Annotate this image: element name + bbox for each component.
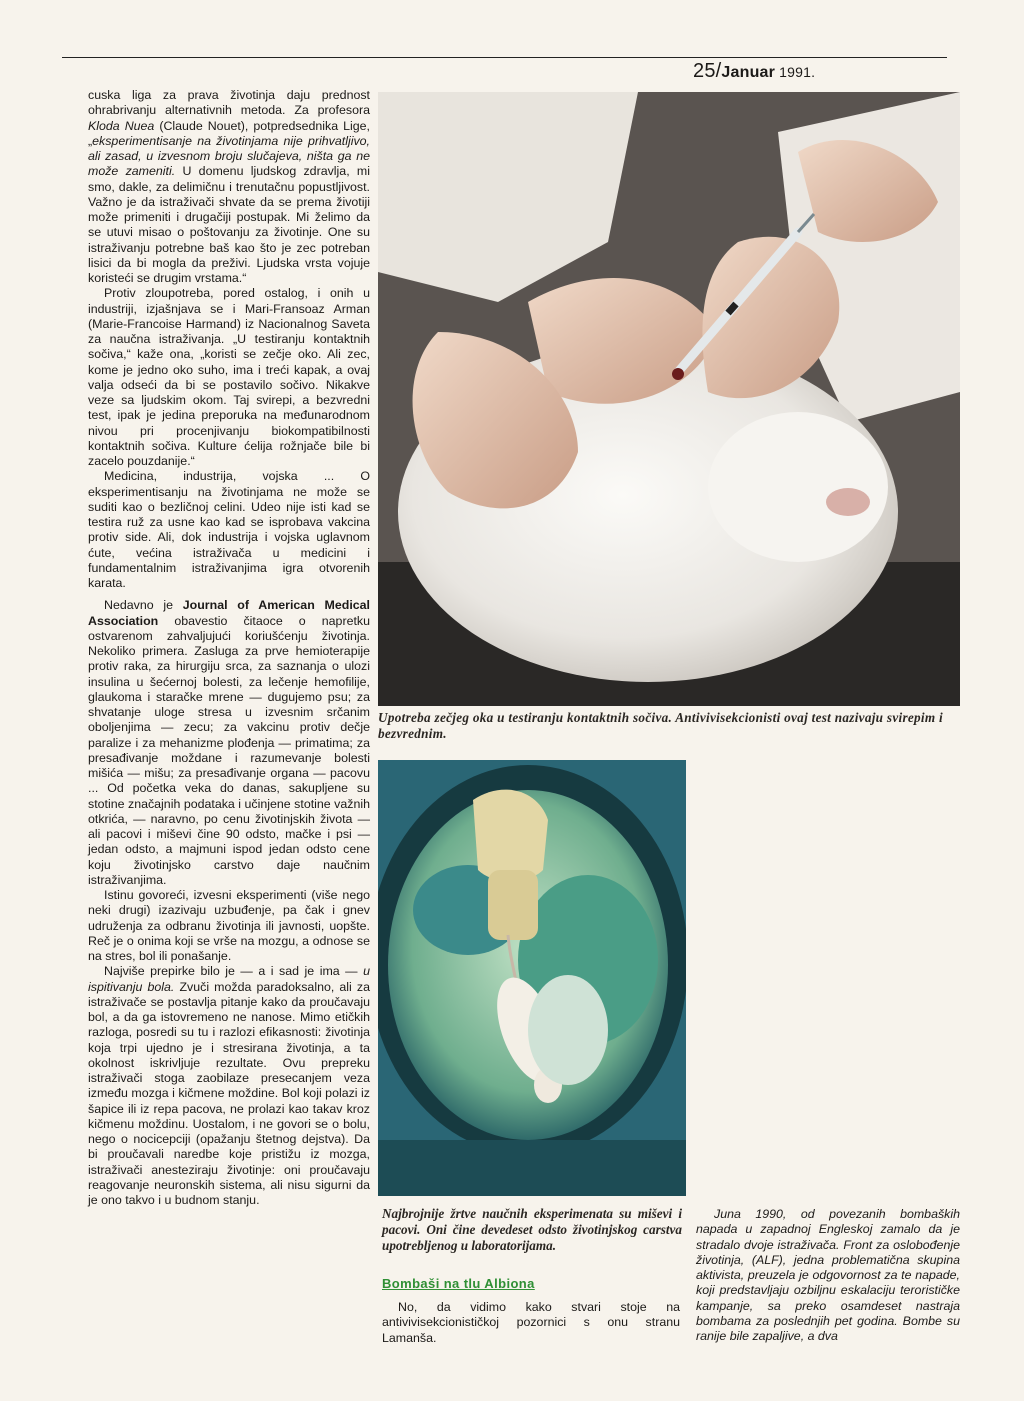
italic-text: Kloda Nuea <box>88 118 155 133</box>
text-run: U domenu ljudskog zdravlja, mi smo, dakle, za delimičnu i trenutačnu popustljivost. Važno je da istraživači shvate da se prema životiji može primeniti i drugačiji postupak. Mi želimo da se utuvi misao o poštovanju za životinje. One su istraživanju potrebne baš kao što je zec potreban lisici da bi mogla da preživi. Ljudska vrsta vojuje koristeći se drugim vrstama.“ <box>88 164 370 285</box>
italic-text: eksperimentisanje na životinjama nije prihvatljivo, ali zasad, u izvesnom broju slučajeva, ništa ga ne može zameniti. <box>88 133 370 179</box>
text-run: Nedavno je <box>104 598 183 613</box>
bold-text: Journal of American Medical Association <box>88 598 370 628</box>
date-year: 1991. <box>775 64 816 80</box>
article-paragraph <box>88 888 370 964</box>
article-paragraph <box>88 469 370 591</box>
text-run: Najviše prepirke bilo je — a i sad je ima — <box>104 964 364 979</box>
article-left-column <box>88 88 370 1208</box>
rabbit-photo <box>378 92 960 706</box>
header-rule <box>62 57 947 58</box>
rabbit-photo-caption: Upotreba zečjeg oka u testiranju kontaktnih sočiva. Antivivisekcionisti ovaj test nazivaju svirepim i bezvrednim. <box>378 710 944 741</box>
date-day: 25/ <box>693 60 722 82</box>
date-month: Januar <box>721 64 776 81</box>
text-run: Zvuči možda paradoksalno, ali za istraživače se postavlja pitanje kako da proučavaju bol, a da ga istovremeno ne nanose. Mimo etičkih razloga, posredi su tu i razlozi efikasnosti: životinja koja trpi ujedno je i stresirana životinja, a ta okolnost iskrivljuje rezultate. Ovu prepreku istraživači stoga zaobilaze presecanjem veza između mozga i kičmene moždine. Bol koji polazi iz šapice ili iz repa pacova, ne prolazi kao takav kroz kičmenu moždinu. Uostalom, i ne govori se o bolu, nego o nocicepciji (opažanju štetnog dejstva). Da bi proučavali naredbe koje pristižu iz mozga, istraživači anesteziraju životinje: oni proučavaju reagovanje neuronskih sistema, ali nisu sigurni da je ono takvo i u budnom stanju. <box>88 979 370 1207</box>
text-run: Medicina, industrija, vojska ... O eksperimentisanju na životinjama ne može se suditi kao o bezličnoj celini. Udeo nije isti kad se testira ruž za usne kao kad se isprobava vakcina protiv side. Ali, dok industrija i vojska uglavnom ćute, većina istraživača u medicini i fundamentalnim istraživanjima igra otvorenih karata. <box>88 469 370 590</box>
italic-text: u ispitivanju bola. <box>88 964 370 994</box>
text-run: obavestio čitaoce o napretku ostvarenom zahvaljujući koriušćenju životinja. Nekoliko primera. Zasluga za prve hemioterapije protiv raka, za hirurgiju srca, za saznanja o ulozi insulina u šećernoj bolesti, za lečenje hemofilije, glaukoma i staračke mrene — dugujemo psu; za shvatanje uloge stresa u izvesnim srčanim obolјenjima — zecu; za vakcinu protiv dečje paralize i za mehanizme plođenja — primatima; za presađivanje moždane i razumevanje bolesti mišića — mišu; za presađivanje organa — pacovu ... Od početka veka do danas, sakupljene su stotine značajnih podataka i učinjene stotine važnih otkrića, — naravno, po cenu životinjskih života — ali pacovi i miševi čine 90 odsto, mačke i psi — jedan odsto, a majmuni ispod jedan odsto cene koju životinjsko carstvo daje naučnim istraživanjima. <box>88 613 370 887</box>
section-intro-text: No, da vidimo kako stvari stoje na antivivisekcionističkoj pozornici s onu stranu Lamanša. <box>382 1300 680 1345</box>
text-run: cuska liga za prava životinja daju prednost ohrabrivanju alternativnih metoda. Za profesora <box>88 88 370 118</box>
rabbit-photo-illustration <box>378 92 960 706</box>
article-paragraph <box>88 964 370 1208</box>
article-paragraph <box>88 88 370 286</box>
lab-mouse-photo <box>378 760 686 1196</box>
text-run: Istinu govoreći, izvesni eksperimenti (više nego neki drugi) izazivaju uzbuđenje, pa čak i gnev udruženja za odbranu životinja ili javnosti, uopšte. Reč je o onima koji se vrše na mozgu, a odnose se na stres, bol ili ponašanje. <box>88 888 370 963</box>
lab-photo-caption: Najbrojnije žrtve naučnih eksperimenata su miševi i pacovi. Oni čine devedeset odsto životinjskog carstva upotrebljenog u laboratorijama. <box>382 1206 682 1253</box>
section-heading: Bombaši na tlu Albiona <box>382 1276 535 1291</box>
article-paragraph <box>88 286 370 469</box>
text-run: Protiv zloupotreba, pored ostalog, i onih u industriji, izjašnjava se i Mari-Fransoaz Arman (Marie-Francoise Harmand) iz Nacionalnog Saveta za naučna istraživanja. „U testiranju kontaktnih sočiva,“ kaže ona, „koristi se zečje oko. Ali zec, kome je jedno oko suho, ima i treći kapak, a ovaj valja odseći da bi se postavilo sočivo. Nikakve veze sa ljudskim okom. Taj svirepi, a bezvredni test, ipak je jedina preporuka na međunarodnom nivou pri procenjivanju biokompatibilnosti kontaktnih sočiva. Kulture ćelija rožnjače bile bi zacelo pouzdanije.“ <box>88 286 370 468</box>
issue-date <box>693 60 815 83</box>
lab-mouse-illustration <box>378 760 686 1196</box>
text-run: (Claude Nouet), potpredsednika Lige, „ <box>88 118 370 148</box>
right-column-text: Juna 1990, od povezanih bombaških napada u zapadnoj Engleskoj zamalo da je stradalo dvoje istraživača. Front za oslobođenje životinja, (ALF), jedna problematična skupina aktivista, preuzela je odgovornost za te napade, koji predstavljaju ozbiljnu eskalaciju terorističke kampanje, sa preko osamdeset nastraja bombama za poslednjih pet godina. Bombe su ranije bile zapaljive, a dva <box>696 1207 960 1343</box>
article-paragraph <box>88 598 370 888</box>
